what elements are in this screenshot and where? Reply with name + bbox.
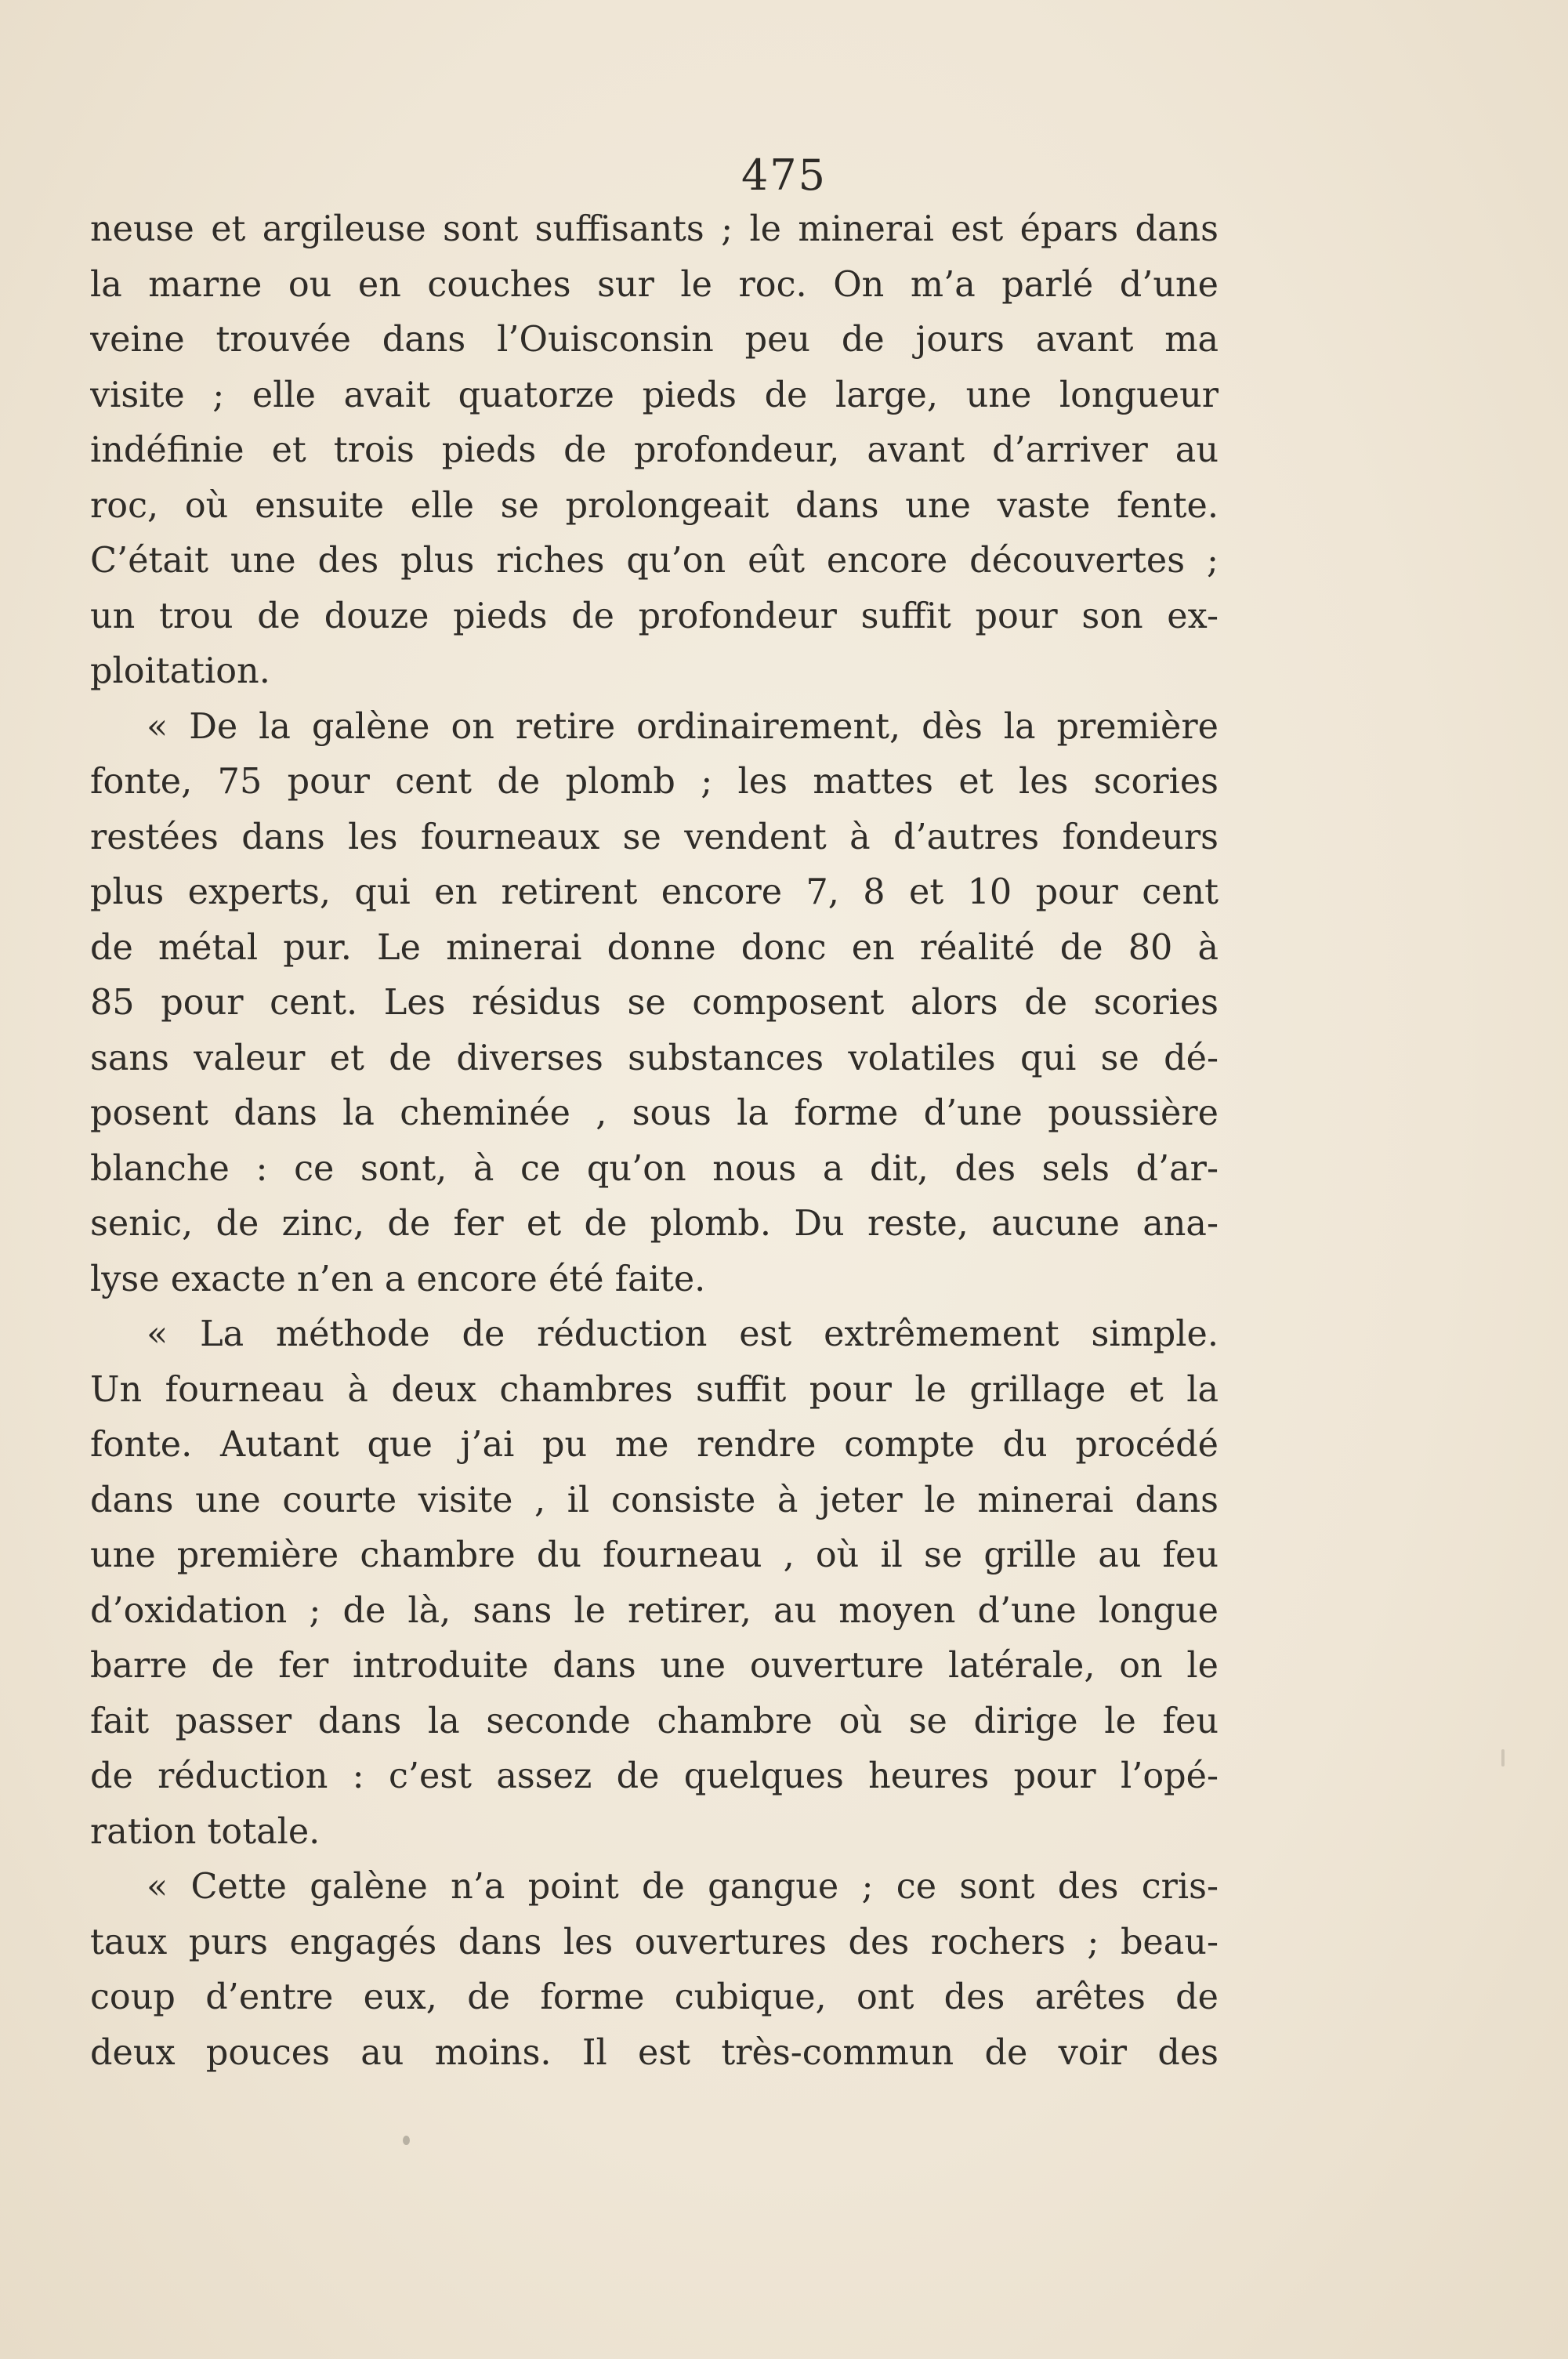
text-line: barre de fer introduite dans une ouverture latérale, on le	[90, 1646, 1219, 1686]
text-line: plus experts, qui en retirent encore 7, 8 et 10 pour cent	[90, 872, 1219, 912]
text-line: fonte. Autant que j’ai pu me rendre compte du procédé	[90, 1425, 1219, 1465]
text-line: lyse exacte n’en a encore été faite.	[90, 1259, 706, 1299]
text-line: un trou de douze pieds de profondeur suffit pour son ex-	[90, 596, 1219, 636]
text-line: neuse et argileuse sont suffisants ; le minerai est épars dans	[90, 209, 1219, 249]
text-line: indéfinie et trois pieds de profondeur, avant d’arriver au	[90, 430, 1219, 470]
text-line: d’oxidation ; de là, sans le retirer, au moyen d’une longue	[90, 1590, 1219, 1631]
text-line: visite ; elle avait quatorze pieds de large, une longueur	[90, 375, 1219, 415]
text-line: coup d’entre eux, de forme cubique, ont des arêtes de	[90, 1977, 1219, 2017]
paragraph-start-line: « De la galène on retire ordinairement, dès la première	[147, 706, 1219, 747]
text-line: taux purs engagés dans les ouvertures des rochers ; beau-	[90, 1922, 1219, 1962]
text-line: posent dans la cheminée , sous la forme d’une poussière	[90, 1093, 1219, 1133]
text-line: la marne ou en couches sur le roc. On m’a parlé d’une	[90, 264, 1219, 305]
text-line: restées dans les fourneaux se vendent à d’autres fondeurs	[90, 817, 1219, 857]
text-line: de réduction : c’est assez de quelques heures pour l’opé-	[90, 1756, 1219, 1796]
text-line: fait passer dans la seconde chambre où se dirige le feu	[90, 1701, 1219, 1741]
text-line: fonte, 75 pour cent de plomb ; les mattes et les scories	[90, 762, 1219, 802]
text-line: roc, où ensuite elle se prolongeait dans une vaste fente.	[90, 485, 1219, 526]
paragraph-start-line: « La méthode de réduction est extrêmement simple.	[147, 1314, 1219, 1354]
paper-mark	[1501, 1749, 1505, 1767]
page-number: 475	[741, 150, 827, 200]
text-line: Un fourneau à deux chambres suffit pour le grillage et la	[90, 1369, 1219, 1410]
text-line: veine trouvée dans l’Ouisconsin peu de jours avant ma	[90, 320, 1219, 360]
body-text	[90, 202, 1219, 2081]
text-line: une première chambre du fourneau , où il se grille au feu	[90, 1535, 1219, 1575]
text-line: blanche : ce sont, à ce qu’on nous a dit, des sels d’ar-	[90, 1148, 1219, 1189]
text-line: dans une courte visite , il consiste à jeter le minerai dans	[90, 1480, 1219, 1520]
ink-speck	[403, 2136, 410, 2145]
text-line: ration totale.	[90, 1811, 320, 1852]
paragraph-start-line: « Cette galène n’a point de gangue ; ce sont des cris-	[147, 1867, 1219, 1907]
text-line: deux pouces au moins. Il est très-commun de voir des	[90, 2032, 1219, 2073]
text-line: senic, de zinc, de fer et de plomb. Du reste, aucune ana-	[90, 1204, 1219, 1244]
text-line: C’était une des plus riches qu’on eût encore découvertes ;	[90, 541, 1219, 581]
text-line: de métal pur. Le minerai donne donc en réalité de 80 à	[90, 927, 1219, 968]
text-line: 85 pour cent. Les résidus se composent alors de scories	[90, 983, 1219, 1023]
text-line: ploitation.	[90, 651, 270, 691]
text-line: sans valeur et de diverses substances volatiles qui se dé-	[90, 1038, 1219, 1078]
